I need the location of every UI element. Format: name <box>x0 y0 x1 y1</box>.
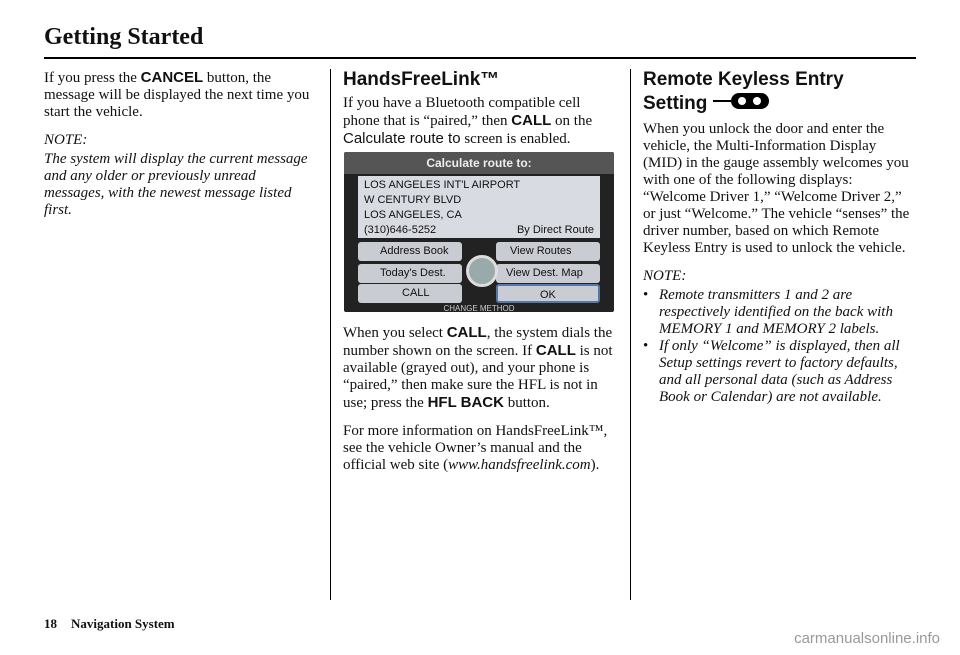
page-title: Getting Started <box>44 24 204 50</box>
list-item: • Remote transmitters 1 and 2 are respectively identified on the back with MEMORY 1 and MEMORY 2 labels. <box>643 287 916 338</box>
screen-header: Calculate route to: <box>344 152 614 174</box>
change-method-label: CHANGE METHOD <box>443 304 515 312</box>
remote-keyless-heading: Remote Keyless Entry Setting <box>643 69 916 117</box>
cancel-button-ref: CANCEL <box>140 69 204 86</box>
remote-key-icon <box>713 91 771 117</box>
column-divider-2 <box>630 69 631 600</box>
cancel-paragraph: If you press the CANCEL button, the message will be displayed the next time you start the vehicle. <box>44 69 310 120</box>
joystick-knob-icon <box>466 255 498 287</box>
calculate-route-screenshot <box>344 152 614 312</box>
handsfreelink-intro: If you have a Bluetooth compatible cell phone that is “paired,” then CALL on the Calculate route to screen is enabled. <box>343 95 593 147</box>
remote-paragraph: When you unlock the door and enter the vehicle, the Multi-Information Display (MID) in the gauge assembly welcomes you with one of the following displays: “Welcome Driver 1,” “Welcome Driver 2,” or just “Welcome.” The vehicle “senses” the driver number, based on which Remote Keyless Entry is used to unlock the vehicle. <box>643 121 910 256</box>
header-rule <box>44 57 916 59</box>
address-book-button: Address Book <box>358 242 462 261</box>
view-dest-map-button: View Dest. Map <box>496 264 600 283</box>
note-label-2: NOTE: <box>643 268 687 284</box>
column-3 <box>643 69 916 406</box>
handsfreelink-heading: HandsFreeLink™ <box>343 69 500 90</box>
more-info-paragraph: For more information on HandsFreeLink™, see the vehicle Owner’s manual and the official web site (www.handsfreelink.com). <box>343 423 608 473</box>
note-text: The system will display the current message and any older or previously unread messages, with the newest message listed first. <box>44 151 308 218</box>
handsfreelink-url: www.handsfreelink.com <box>448 457 591 473</box>
todays-dest-button: Today's Dest. <box>358 264 462 283</box>
column-divider <box>330 69 331 600</box>
ok-button: OK <box>496 284 600 303</box>
column-1 <box>44 69 316 230</box>
call-paragraph: When you select CALL, the system dials the number shown on the screen. If CALL is not available (grayed out), and your phone is “paired,” then make sure the HFL is not in use; press the HFL BACK button. <box>343 324 613 411</box>
footer-section: Navigation System <box>71 616 175 631</box>
view-routes-button: View Routes <box>496 242 600 261</box>
list-item: • If only “Welcome” is displayed, then all Setup settings revert to factory defaults, and all personal data (such as Address Book or Calendar) are not available. <box>643 338 916 406</box>
watermark: carmanualsonline.info <box>794 630 940 647</box>
page-number: 18 <box>44 616 57 631</box>
destination-info: LOS ANGELES INT'L AIRPORT W CENTURY BLVD LOS ANGELES, CA (310)646-5252 By Direct Route <box>358 176 600 238</box>
column-2 <box>343 69 616 485</box>
call-button: CALL <box>358 284 462 303</box>
note-label: NOTE: <box>44 132 88 148</box>
page-footer <box>44 616 189 632</box>
note-list <box>643 287 916 406</box>
